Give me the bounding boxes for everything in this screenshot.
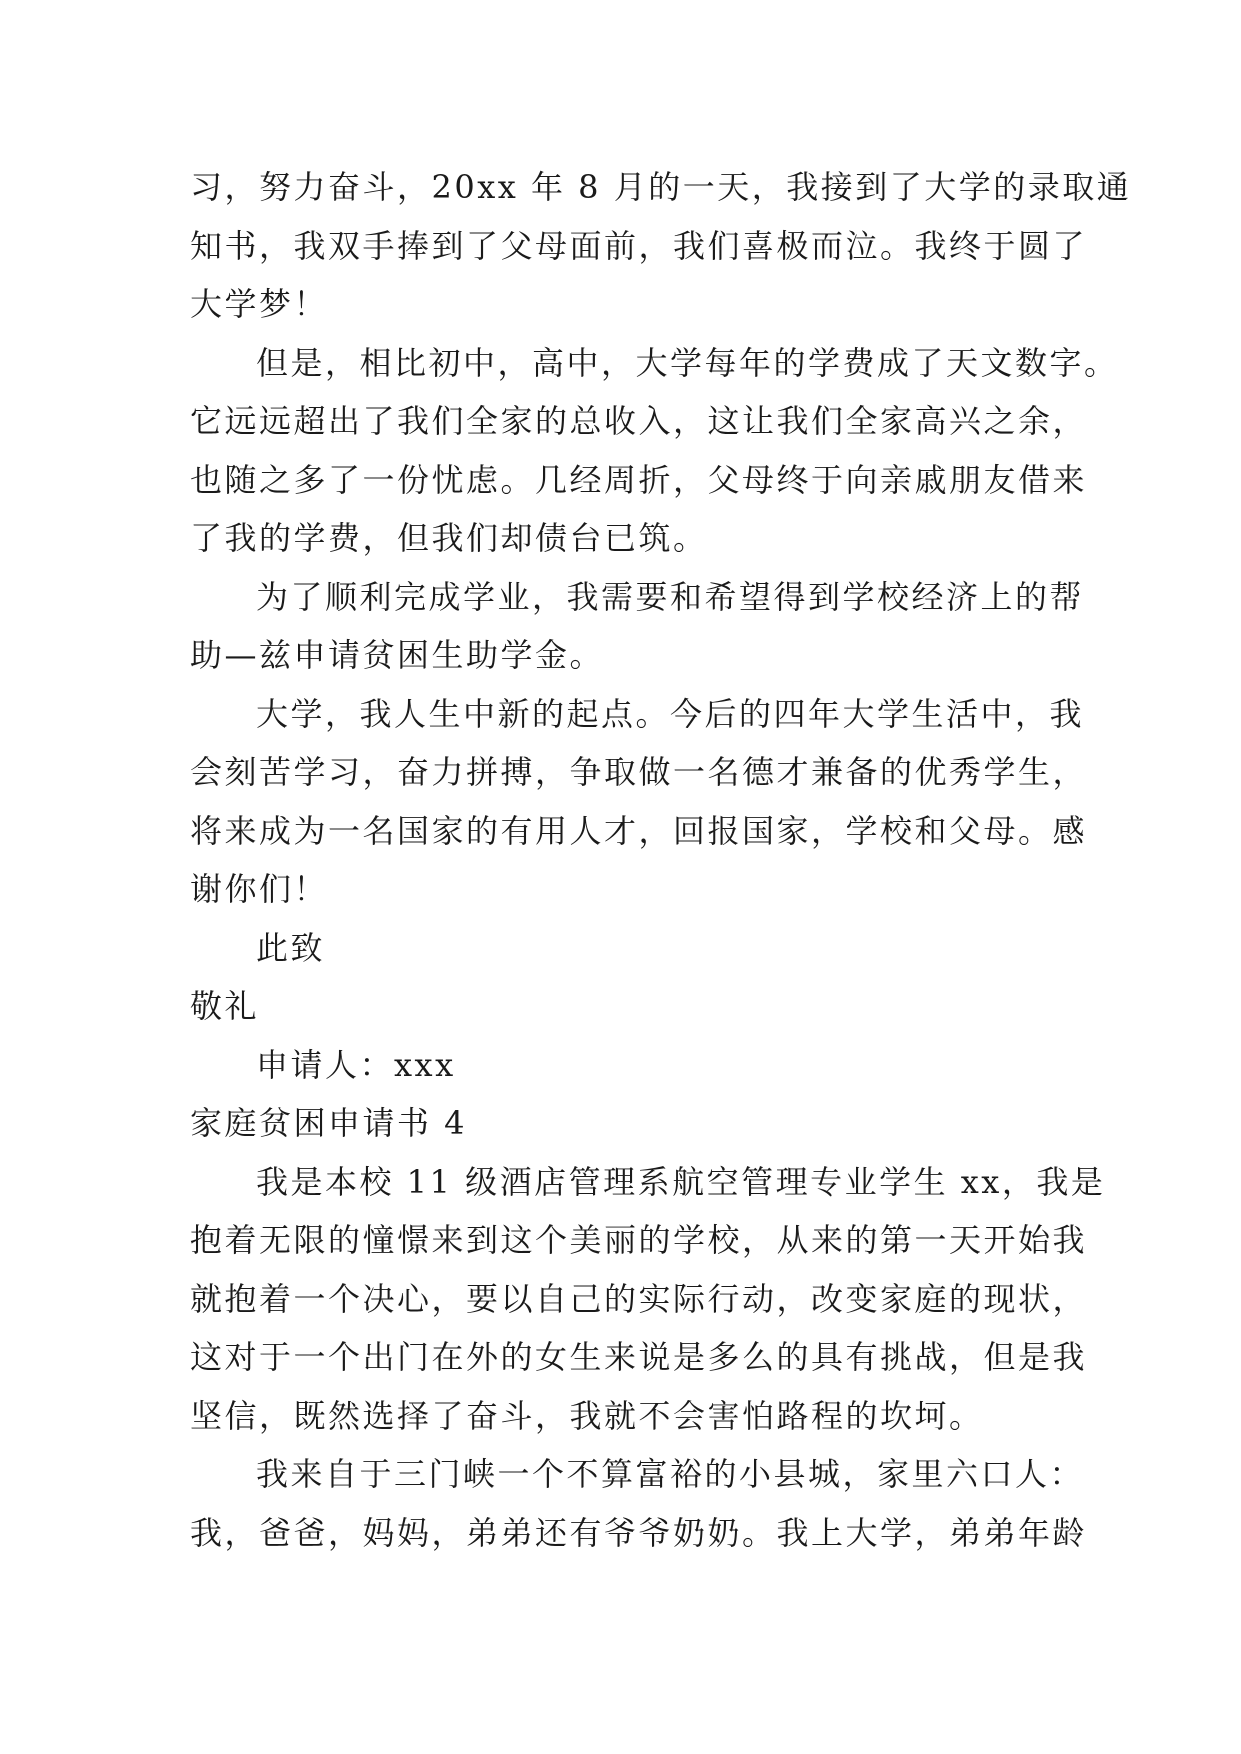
text-line: 它远远超出了我们全家的总收入，这让我们全家高兴之余， [190,402,1088,440]
text-line: 坚信，既然选择了奋斗，我就不会害怕路程的坎坷。 [190,1396,984,1435]
paragraph-tuition [190,334,1119,568]
paragraph-family [190,1445,1088,1562]
text-line: 将来成为一名国家的有用人才，回报国家，学校和父母。感 [190,811,1088,850]
text-line: 家庭贫困申请书 4 [190,1104,468,1142]
text-line: 会刻苦学习，奋力拼搏，争取做一名德才兼备的优秀学生， [190,753,1088,791]
text-line: 我，爸爸，妈妈，弟弟还有爷爷奶奶。我上大学，弟弟年龄 [190,1513,1088,1552]
text-line: 此致 [256,928,326,967]
document-page [190,158,1132,1562]
closing-greeting [190,919,1050,978]
text-line: 申请人：xxx [256,1045,456,1084]
paragraph-request [190,568,1085,685]
text-line: 了我的学费，但我们却债台已筑。 [190,519,708,557]
text-line: 也随之多了一份忧虑。几经周折，父母终于向亲戚朋友借来 [190,460,1088,499]
text-line: 习，努力奋斗，20xx 年 8 月的一天，我接到了大学的录取通 [190,168,1132,206]
text-line: 谢你们！ [190,870,329,908]
text-line: 助—兹申请贫困生助学金。 [190,636,605,674]
text-line: 抱着无限的憧憬来到这个美丽的学校，从来的第一天开始我 [190,1221,1088,1259]
text-line: 我是本校 11 级酒店管理系航空管理专业学生 xx，我是 [256,1162,1106,1201]
text-line: 这对于一个出门在外的女生来说是多么的具有挑战，但是我 [190,1338,1088,1376]
closing-salute [190,977,1050,1036]
paragraph-introduction [190,1153,1106,1446]
paragraph-commitment [190,685,1088,919]
applicant-signature [190,1036,1050,1095]
text-line: 就抱着一个决心，要以自己的实际行动，改变家庭的现状， [190,1279,1088,1318]
text-line: 我来自于三门峡一个不算富裕的小县城，家里六口人： [256,1455,1085,1493]
text-line: 大学，我人生中新的起点。今后的四年大学生活中，我 [256,694,1085,733]
text-line: 大学梦！ [190,285,329,323]
text-line: 为了顺利完成学业，我需要和希望得到学校经济上的帮 [256,577,1085,616]
text-line: 敬礼 [190,987,260,1025]
section-heading [190,1094,1050,1153]
text-line: 知书，我双手捧到了父母面前，我们喜极而泣。我终于圆了 [190,226,1088,265]
text-line: 但是，相比初中，高中，大学每年的学费成了天文数字。 [256,343,1119,382]
paragraph-admission [190,158,1132,334]
